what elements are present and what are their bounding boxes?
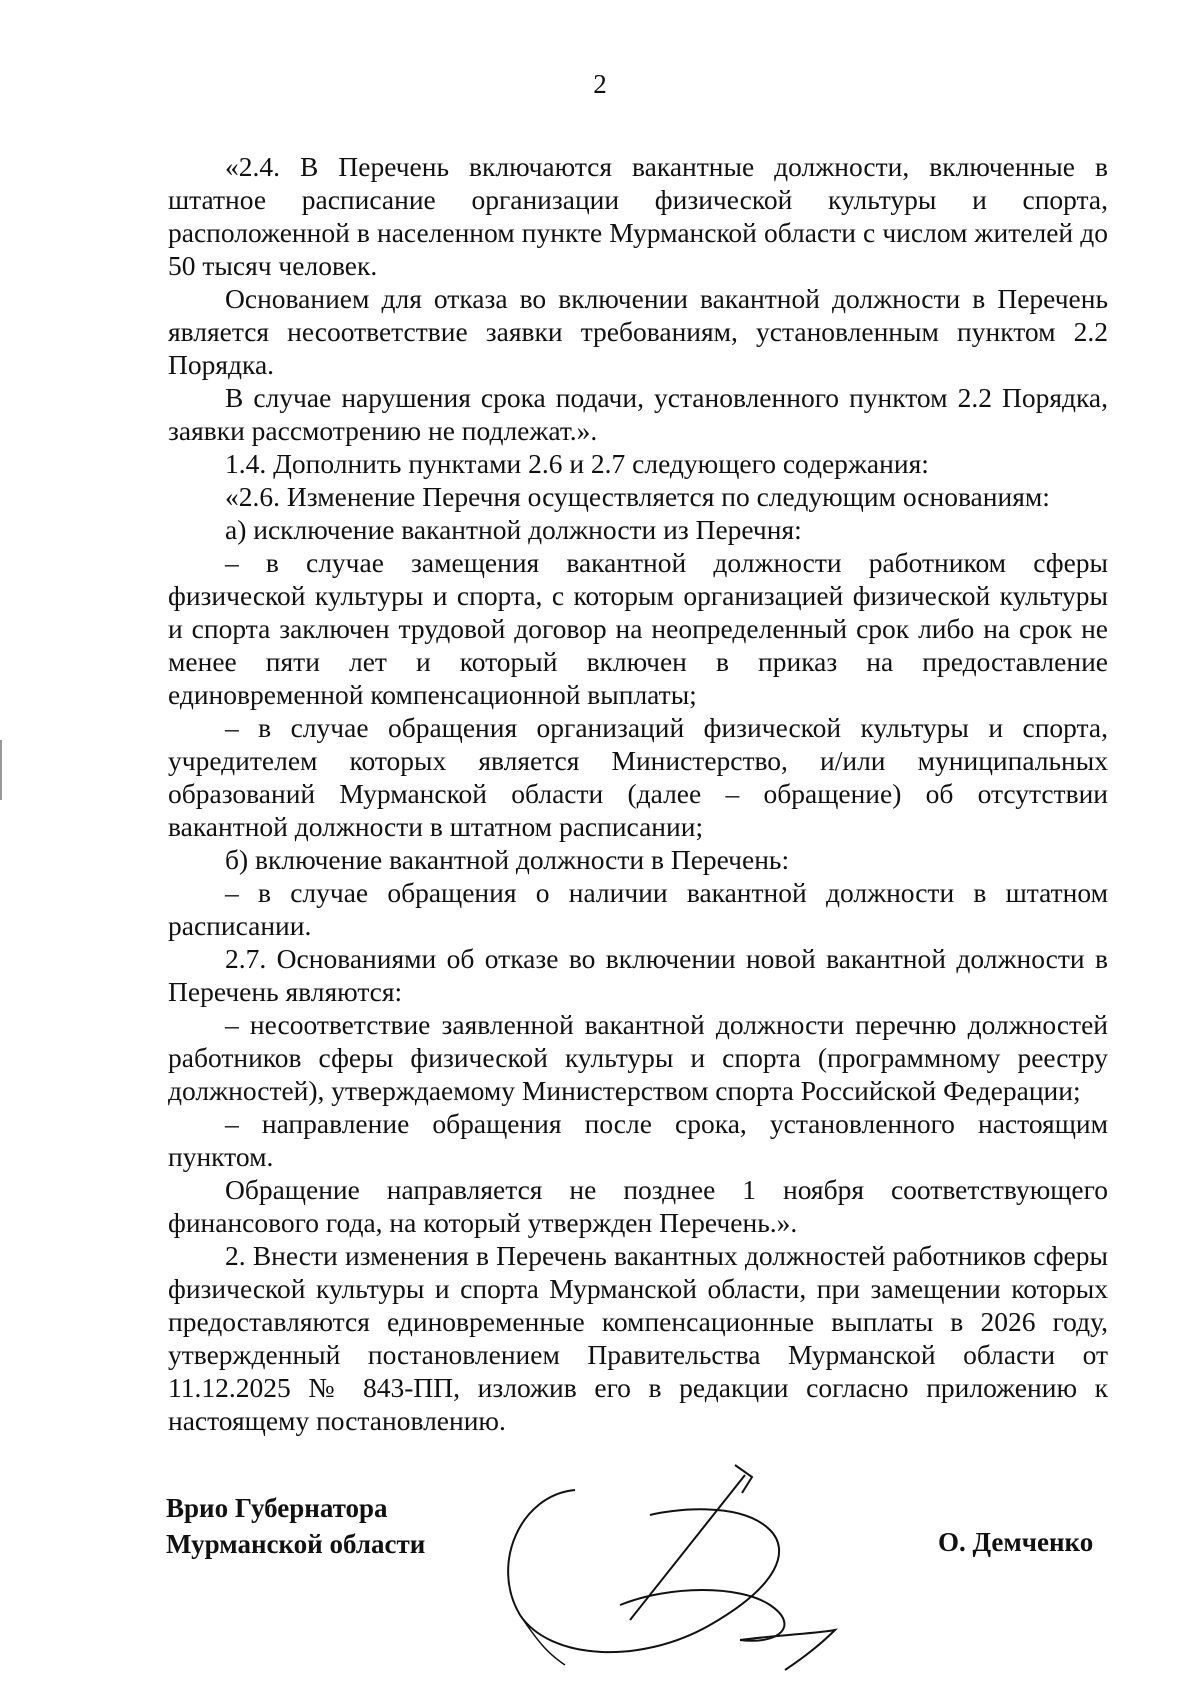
- scan-edge-mark: [0, 740, 2, 800]
- paragraph-2-7-item-1: – несоответствие заявленной вакантной должности перечню должностей работников сферы физической культуры и спорта (программному реестру должностей), утверждаемому Министерством спорта Российской Федерации;: [168, 1009, 1108, 1106]
- paragraph-2-6-a: а) исключение вакантной должности из Перечня:: [225, 514, 802, 545]
- paragraph-2-4: «2.4. В Перечень включаются вакантные должности, включенные в штатное расписание организации физической культуры и спорта, расположенной в населенном пункте Мурманской области с числом жителей до 50 тысяч человек.: [168, 151, 1108, 281]
- paragraph-appeal-deadline: Обращение направляется не позднее 1 ноября соответствующего финансового года, на который утвержден Перечень.».: [168, 1174, 1108, 1238]
- paragraph-refusal-basis: Основанием для отказа во включении вакантной должности в Перечень является несоответствие заявки требованиям, установленным пунктом 2.2 Порядка.: [168, 283, 1108, 380]
- handwritten-signature: [480, 1455, 900, 1680]
- signatory-title: [166, 1490, 425, 1562]
- paragraph-2: 2. Внести изменения в Перечень вакантных должностей работников сферы физической культуры и спорта Мурманской области, при замещении которых предоставляются единовременные компенсационные выплаты в 2026 году, утвержденный постановлением Правительства Мурманской области от 11.12.2025 № 843-ПП, изложив его в редакции согласно приложению к настоящему постановлению.: [168, 1240, 1108, 1436]
- paragraph-2-7-item-2: – направление обращения после срока, установленного настоящим пунктом.: [168, 1108, 1108, 1172]
- signatory-title-line-2: Мурманской области: [166, 1529, 426, 1559]
- signatory-title-line-1: Врио Губернатора: [166, 1493, 388, 1523]
- paragraph-2-6-a-item-2: – в случае обращения организаций физической культуры и спорта, учредителем которых является Министерство, и/или муниципальных образований Мурманской области (далее – обращение) об отсутствии вакантной должности в штатном расписании;: [168, 712, 1108, 842]
- paragraph-2-6-a-item-1: – в случае замещения вакантной должности работником сферы физической культуры и спорта, с которым организацией физической культуры и спорта заключен трудовой договор на неопределенный срок либо на срок не менее пяти лет и который включен в приказ на предоставление единовременной компенсационной выплаты;: [168, 547, 1108, 710]
- document-body: [168, 150, 1108, 1437]
- signatory-name: О. Демченко: [938, 1527, 1094, 1557]
- paragraph-deadline-violation: В случае нарушения срока подачи, установленного пунктом 2.2 Порядка, заявки рассмотрению не подлежат.».: [168, 382, 1108, 446]
- paragraph-2-7: 2.7. Основаниями об отказе во включении новой вакантной должности в Перечень являются:: [168, 943, 1108, 1007]
- page-number: 2: [593, 69, 607, 99]
- paragraph-2-6-b-item-1: – в случае обращения о наличии вакантной должности в штатном расписании.: [168, 877, 1108, 941]
- paragraph-2-6: «2.6. Изменение Перечня осуществляется по следующим основаниям:: [225, 481, 1050, 512]
- paragraph-1-4: 1.4. Дополнить пунктами 2.6 и 2.7 следующего содержания:: [225, 448, 929, 479]
- paragraph-2-6-b: б) включение вакантной должности в Перечень:: [225, 844, 790, 875]
